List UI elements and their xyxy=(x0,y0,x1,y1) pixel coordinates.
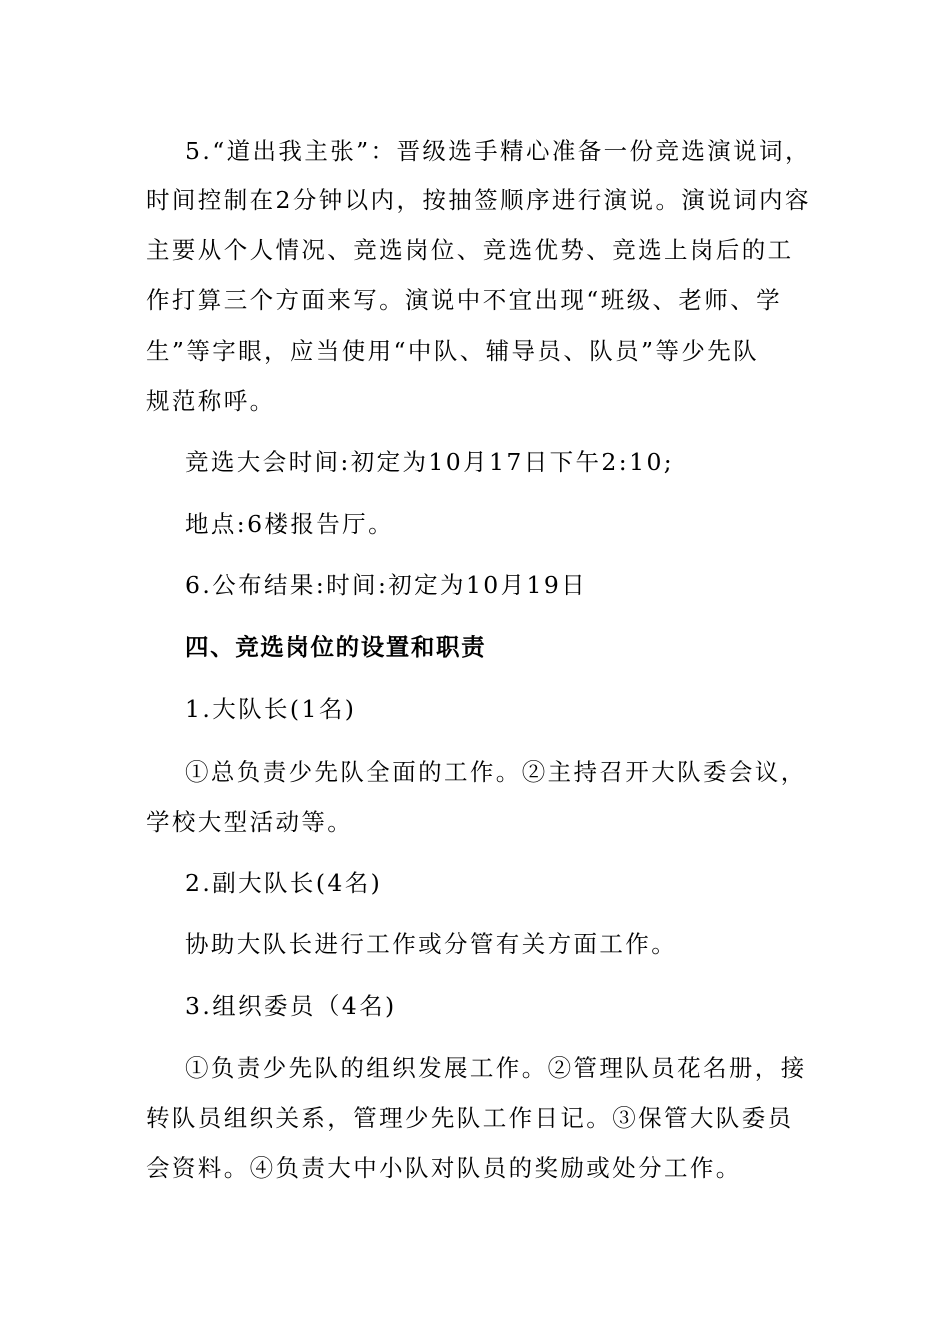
paragraph-line: 学校大型活动等。 xyxy=(146,808,354,836)
paragraph-line: 作打算三个方面来写。演说中不宜出现“班级、老师、学 xyxy=(146,286,783,314)
paragraph-line: 转队员组织关系，管理少先队工作日记。③保管大队委员 xyxy=(146,1104,794,1132)
section-heading: 四、竞选岗位的设置和职责 xyxy=(185,633,487,661)
item-title: 2.副大队长(4名) xyxy=(185,869,383,897)
paragraph-line: ①总负责少先队全面的工作。②主持召开大队委会议， xyxy=(185,758,807,786)
paragraph-line: ①负责少先队的组织发展工作。②管理队员花名册，接 xyxy=(185,1054,807,1082)
item-title: 3.组织委员（4名) xyxy=(185,992,397,1020)
location-line: 地点:6楼报告厅。 xyxy=(185,510,394,538)
paragraph-line: 会资料。④负责大中小队对队员的奖励或处分工作。 xyxy=(146,1154,742,1182)
paragraph-line: 时间控制在2分钟以内，按抽签顺序进行演说。演说词内容 xyxy=(146,186,811,214)
paragraph-line: 主要从个人情况、竞选岗位、竞选优势、竞选上岗后的工 xyxy=(146,236,794,264)
meeting-time-line: 竞选大会时间:初定为10月17日下午2:10; xyxy=(185,448,675,476)
paragraph-line: 生”等字眼，应当使用“中队、辅导员、队员”等少先队 xyxy=(146,337,760,365)
paragraph-line: 规范称呼。 xyxy=(146,387,276,415)
item-title: 1.大队长(1名) xyxy=(185,695,357,723)
paragraph-line: 协助大队长进行工作或分管有关方面工作。 xyxy=(185,930,678,958)
result-line: 6.公布结果:时间:初定为10月19日 xyxy=(185,571,588,599)
paragraph-line: 5.“道出我主张”：晋级选手精心准备一份竞选演说词， xyxy=(185,137,811,165)
